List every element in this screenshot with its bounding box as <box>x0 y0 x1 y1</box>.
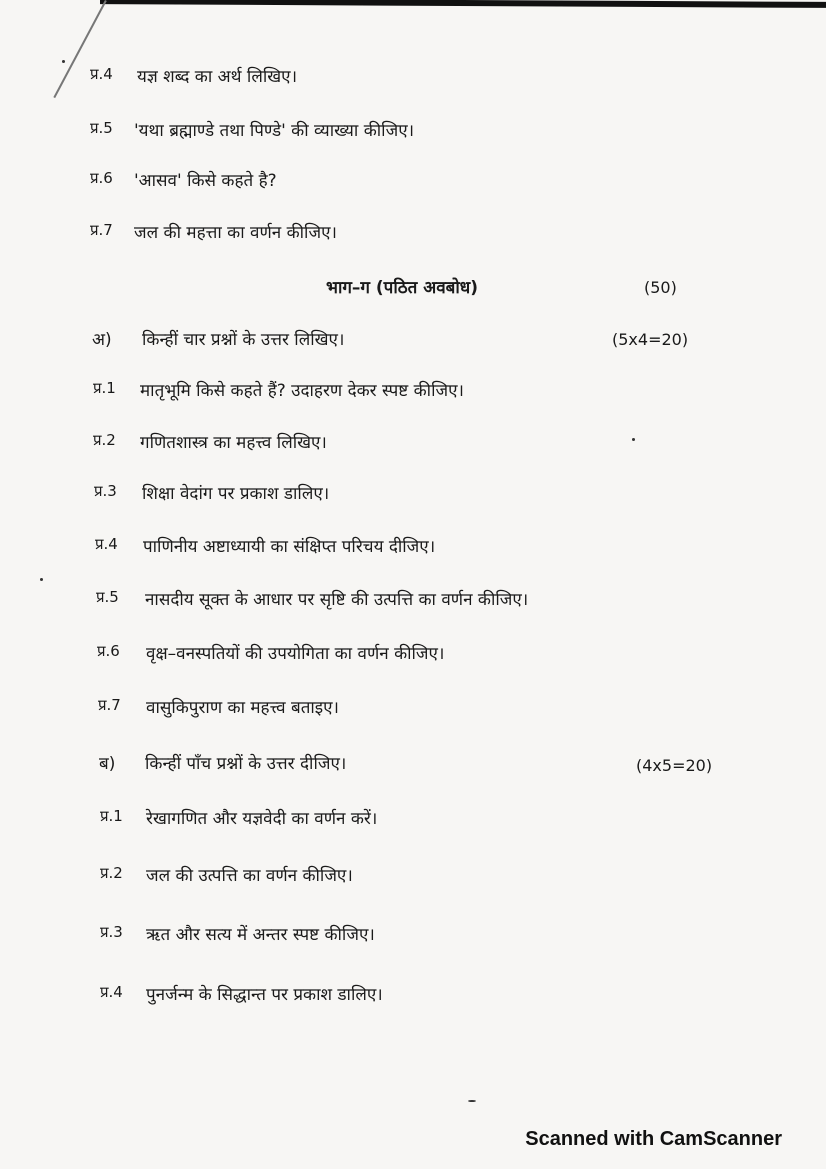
subsection-text: किन्हीं चार प्रश्नों के उत्तर लिखिए। <box>142 330 345 350</box>
question-number: प्र.4 <box>90 65 113 83</box>
question-text: जल की उत्पत्ति का वर्णन कीजिए। <box>146 866 353 886</box>
question-text: जल की महत्ता का वर्णन कीजिए। <box>134 223 337 243</box>
question-number: प्र.3 <box>100 923 123 941</box>
question-number: प्र.2 <box>93 431 116 449</box>
subsection-label: अ) <box>92 330 112 350</box>
question-text: वृक्ष–वनस्पतियों की उपयोगिता का वर्णन कीजिए। <box>146 644 445 664</box>
subsection-a-marks: (5x4=20) <box>612 330 689 349</box>
question-number: प्र.7 <box>98 696 121 714</box>
scan-speck <box>632 438 635 441</box>
scan-speck <box>62 60 65 63</box>
question-text: ऋत और सत्य में अन्तर स्पष्ट कीजिए। <box>146 925 375 945</box>
question-text: गणितशास्त्र का महत्त्व लिखिए। <box>140 433 327 453</box>
scan-speck <box>40 578 43 581</box>
question-number: प्र.5 <box>90 119 113 137</box>
question-number: प्र.2 <box>100 864 123 882</box>
question-number: प्र.4 <box>100 983 123 1001</box>
question-text: 'यथा ब्रह्माण्डे तथा पिण्डे' की व्याख्या कीजिए। <box>134 121 415 141</box>
question-text: मातृभूमि किसे कहते हैं? उदाहरण देकर स्पष्ट कीजिए। <box>140 381 464 401</box>
subsection-text: किन्हीं पाँच प्रश्नों के उत्तर दीजिए। <box>145 754 347 774</box>
section-heading: भाग–ग (पठित अवबोध) <box>326 278 479 298</box>
scan-speck <box>468 1100 476 1102</box>
section-marks: (50) <box>644 278 677 297</box>
question-text: रेखागणित और यज्ञवेदी का वर्णन करें। <box>146 809 378 829</box>
subsection-label: ब) <box>99 754 116 774</box>
question-number: प्र.1 <box>93 379 116 397</box>
question-number: प्र.5 <box>96 588 119 606</box>
scan-edge-shadow <box>100 0 826 8</box>
question-text: नासदीय सूक्त के आधार पर सृष्टि की उत्पत्ति का वर्णन कीजिए। <box>145 590 529 610</box>
question-number: प्र.6 <box>90 169 113 187</box>
question-text: पुनर्जन्म के सिद्धान्त पर प्रकाश डालिए। <box>146 985 383 1005</box>
question-text: यज्ञ शब्द का अर्थ लिखिए। <box>137 67 298 87</box>
camscanner-watermark: Scanned with CamScanner <box>525 1128 782 1150</box>
question-text: वासुकिपुराण का महत्त्व बताइए। <box>146 698 339 718</box>
question-number: प्र.7 <box>90 221 113 239</box>
question-number: प्र.6 <box>97 642 120 660</box>
question-number: प्र.3 <box>94 482 117 500</box>
question-number: प्र.1 <box>100 807 123 825</box>
subsection-b-marks: (4x5=20) <box>636 756 713 775</box>
question-number: प्र.4 <box>95 535 118 553</box>
question-text: पाणिनीय अष्टाध्यायी का संक्षिप्त परिचय दीजिए। <box>143 537 436 557</box>
question-text: 'आसव' किसे कहते है? <box>134 171 277 191</box>
question-text: शिक्षा वेदांग पर प्रकाश डालिए। <box>142 484 330 504</box>
